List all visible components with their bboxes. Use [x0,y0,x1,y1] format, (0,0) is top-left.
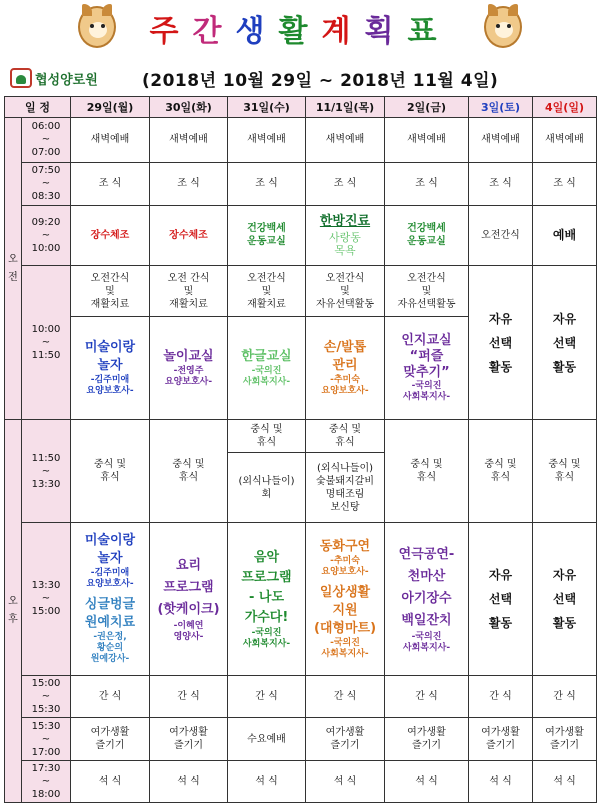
cell [228,522,306,675]
cell: 조 식 [306,162,385,205]
day-header: 31일(수) [228,97,306,118]
cell: 건강백세 운동교실 [385,205,469,265]
cell-main: 인지교실 “퍼즐 맞추기” [401,333,452,381]
cell: 자유 선택 활동 [469,266,533,420]
cell: 중식 및 휴식 [150,420,228,523]
cell: 석 식 [469,760,533,802]
cell: 새벽예배 [469,118,533,162]
pm-char: 후 [8,614,18,626]
cell: 수요예배 [228,718,306,760]
cell: 석 식 [306,760,385,802]
cell-main: 요리 프로그램 (핫케이크) [157,557,220,617]
pm-label [5,420,22,803]
cell [385,266,469,420]
title-char: 표 [407,14,451,49]
cell-bottom [385,316,468,419]
cell-main: 한방진료 [319,214,371,230]
cell: 건강백세 운동교실 [228,205,306,265]
cell: 간 식 [385,676,469,718]
cell [306,205,385,265]
cell-sub-2: -국의진 사회복지사- [321,637,369,659]
cell [71,522,150,675]
cell-top: 오전간식 및 자유선택활동 [397,272,456,310]
am-label [5,118,22,420]
cell-main: 한글교실 [241,349,292,365]
cell: 자유 선택 활동 [533,522,597,675]
title-char: 계 [321,14,365,49]
table-row [5,522,597,675]
table-row [5,676,597,718]
cell-main-2: 싱글벙글 원예치료 [84,597,136,631]
cell-sub: -국의진 사회복지사- [402,381,451,403]
cell-top: 오전간식 및 재활치료 [90,272,130,310]
cell: 여가생활 즐기기 [306,718,385,760]
cell [306,266,385,420]
cell: 새벽예배 [71,118,150,162]
cell: 중식 및 휴식 [533,420,597,523]
page-title [124,6,476,50]
cell: 조 식 [533,162,597,205]
cell-top: 중식 및 휴식 [250,424,283,449]
cell-sub: -국의진 사회복지사- [242,366,291,388]
cell-bottom: (외식나들이) 회 [228,452,305,522]
cell-sub: -전영주 요양보호사- [164,366,213,388]
cell-bottom [150,316,227,419]
cell-top: 오전간식 및 자유선택활동 [316,272,374,310]
cell-top: 오전 간식 및 재활치료 [167,272,210,310]
weekly-schedule-table [4,96,597,803]
cell [228,266,306,420]
day-header: 29일(월) [71,97,150,118]
cell: 석 식 [385,760,469,802]
cell: 조 식 [71,162,150,205]
cell: 간 식 [71,676,150,718]
cell: 자유 선택 활동 [533,266,597,420]
cell: 중식 및 휴식 [469,420,533,523]
cell: 간 식 [306,676,385,718]
cell: 석 식 [228,760,306,802]
cell [150,266,228,420]
cell: 여가생활 즐기기 [533,718,597,760]
cell: 조 식 [385,162,469,205]
cell: 중식 및 휴식 [71,420,150,523]
cell: 조 식 [469,162,533,205]
cell-main: 미술이랑 놀자 [84,533,136,567]
cell-sub: -국의진 사회복지사- [402,631,451,653]
cell: 석 식 [150,760,228,802]
cell [306,420,385,523]
table-row [5,266,597,420]
cell-main: 동화구연 [319,538,371,554]
time-slot: 06:00 ~ 07:00 [22,118,71,162]
cell: 여가생활 즐기기 [385,718,469,760]
cell [306,522,385,675]
day-header-sunday: 4일(일) [533,97,597,118]
dog-left-icon [78,6,116,48]
cell: 조 식 [228,162,306,205]
org-name: 협성양로원 [35,72,98,88]
cell-main: 음악 프로그램 - 나도 가수다! [241,549,292,625]
cell-bottom: (외식나들이) 숯불돼지갈비 명태조림 보신탕 [306,452,384,522]
time-slot: 10:00 ~ 11:50 [22,266,71,420]
cell: 새벽예배 [385,118,469,162]
cell-bottom [306,316,384,419]
cell: 중식 및 휴식 [385,420,469,523]
cell [385,522,469,675]
cell: 오전간식 [469,205,533,265]
table-row [5,420,597,523]
cell-bottom [71,316,149,419]
cell-bottom [228,316,305,419]
cell-top: 오전간식 및 재활치료 [247,272,286,310]
cell-sub: -이혜연 영양사- [173,620,204,642]
cell [71,266,150,420]
cell: 조 식 [150,162,228,205]
cell-sub: -김주미애 요양보호사- [86,568,134,590]
time-slot: 13:30 ~ 15:00 [22,522,71,675]
title-char: 생 [235,14,279,49]
cell: 여가생활 즐기기 [150,718,228,760]
time-slot: 15:00 ~ 15:30 [22,676,71,718]
cell-main: 손/발톱 관리 [323,340,367,374]
title-char: 간 [192,14,236,49]
cell: 새벽예배 [306,118,385,162]
day-header: 30일(화) [150,97,228,118]
table-row [5,118,597,162]
time-slot: 17:30 ~ 18:00 [22,760,71,802]
time-slot: 11:50 ~ 13:30 [22,420,71,523]
cell-main-2: 일상생활 지원 (대형마트) [313,584,377,636]
house-logo-icon [10,68,32,88]
cell: 여가생활 즐기기 [71,718,150,760]
cell-sub: 사랑동 목욕 [329,231,361,258]
cell: 석 식 [533,760,597,802]
cell [228,420,306,523]
cell: 간 식 [150,676,228,718]
cell [150,522,228,675]
table-row [5,760,597,802]
cell-sub: -추미숙 요양보호사- [321,555,369,577]
org-logo [10,66,98,90]
day-header: 2일(금) [385,97,469,118]
cell-main: 미술이랑 놀자 [84,340,136,374]
cell-top: 중식 및 휴식 [328,424,362,449]
table-row [5,205,597,265]
cell-sub: -국의진 사회복지사- [242,627,291,649]
time-slot: 07:50 ~ 08:30 [22,162,71,205]
page-header [0,0,600,96]
title-char: 획 [364,14,408,49]
cell: 간 식 [228,676,306,718]
cell: 간 식 [533,676,597,718]
title-char: 활 [278,14,322,49]
cell: 여가생활 즐기기 [469,718,533,760]
cell-main: 놀이교실 [163,349,214,365]
cell: 간 식 [469,676,533,718]
cell-sub: -추미숙 요양보호사- [321,375,369,397]
title-char: 주 [149,14,193,49]
cell: 새벽예배 [150,118,228,162]
am-char: 오 [8,253,18,265]
header-row [5,97,597,118]
table-row [5,718,597,760]
time-slot: 15:30 ~ 17:00 [22,718,71,760]
cell-main: 연극공연- 천마산 아기장수 백일잔치 [398,546,455,628]
day-header-saturday: 3일(토) [469,97,533,118]
cell: 새벽예배 [533,118,597,162]
pm-char: 오 [8,596,18,608]
cell-sub-2: -권은정, 황순의 원예강사- [90,632,130,665]
dog-right-icon [484,6,522,48]
cell: 장수체조 [150,205,228,265]
cell-sub: -김주미애 요양보호사- [86,375,134,397]
am-char: 전 [8,271,18,283]
table-row [5,162,597,205]
cell: 예배 [533,205,597,265]
day-header: 11/1일(목) [306,97,385,118]
schedule-period: (2018년 10월 29일 ~ 2018년 11월 4일) [142,71,499,91]
cell: 석 식 [71,760,150,802]
corner-header: 일 정 [5,97,71,118]
cell: 자유 선택 활동 [469,522,533,675]
cell: 새벽예배 [228,118,306,162]
cell: 장수체조 [71,205,150,265]
time-slot: 09:20 ~ 10:00 [22,205,71,265]
